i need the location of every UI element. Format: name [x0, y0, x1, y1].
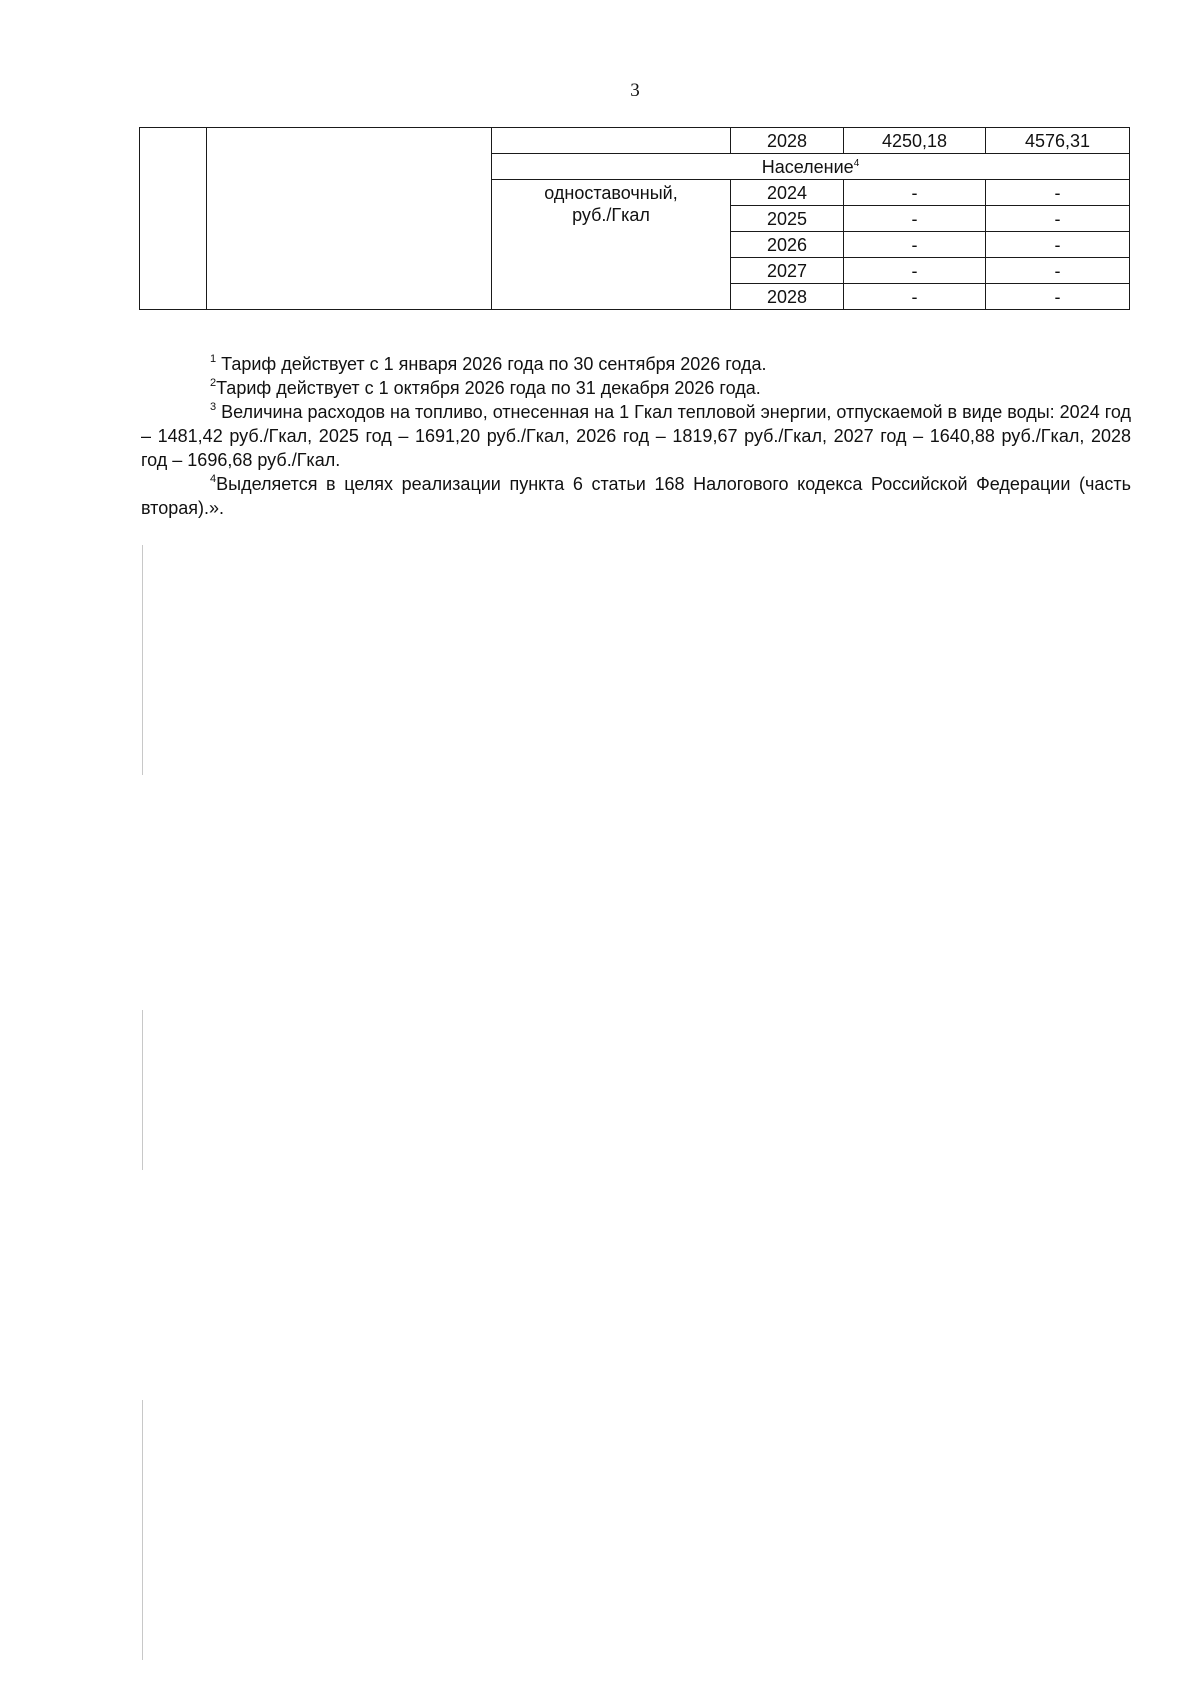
footnote-text: Величина расходов на топливо, отнесенная на 1 Гкал тепловой энергии, отпускаемой в виде воды: 2024 год – 1481,42 руб./Гкал, 2025 год – 1691,20 руб./Гкал, 2026 год – 1819,67 руб./Гкал, 2027 год – 1640,88 руб./Гкал, 2028 год – 1696,68 руб./Гкал.: [141, 402, 1132, 470]
page-number: 3: [630, 80, 640, 101]
tariff-value-cell: -: [844, 232, 986, 258]
group-header-cell: [492, 154, 1130, 180]
group-header-label: Население: [761, 156, 854, 177]
scan-margin-mark: [142, 545, 143, 775]
tariff-value-cell: -: [844, 284, 986, 310]
tariff-value-cell: -: [844, 180, 986, 206]
tariff-value-cell: -: [986, 284, 1130, 310]
tariff-value-cell: -: [844, 206, 986, 232]
rate-type-cell: [492, 180, 731, 310]
scan-margin-mark: [142, 1400, 143, 1660]
year-cell: 2025: [731, 206, 844, 232]
footnote: [141, 472, 1131, 520]
tariff-value-cell: -: [986, 258, 1130, 284]
tariff-value-cell: -: [986, 206, 1130, 232]
tariff-table: [139, 127, 1130, 310]
footnote-text: Выделяется в целях реализации пункта 6 статьи 168 Налогового кодекса Российской Федерации (часть вторая).».: [141, 474, 1131, 518]
tariff-value-cell: -: [986, 180, 1130, 206]
table-row: [140, 128, 1130, 154]
year-cell: 2028: [731, 128, 844, 154]
footnote: [141, 400, 1131, 472]
tariff-value-cell: -: [844, 258, 986, 284]
footnote-marker: 2: [210, 377, 217, 389]
scan-margin-mark: [142, 1010, 143, 1170]
footnote: [141, 376, 1131, 400]
rate-type-unit: руб./Гкал: [572, 205, 650, 225]
footnote-marker: 1: [210, 353, 217, 365]
footnotes: [141, 352, 1131, 520]
footnote-text: Тариф действует с 1 января 2026 года по 30 сентября 2026 года.: [221, 354, 767, 374]
footnote-marker: 3: [210, 401, 217, 413]
footnote-text: Тариф действует с 1 октября 2026 года по 31 декабря 2026 года.: [216, 378, 761, 398]
tariff-value-cell: 4250,18: [844, 128, 986, 154]
rate-type-line: одноставочный,: [544, 183, 678, 203]
rate-type-cell-empty: [492, 128, 731, 154]
tariff-value-cell: -: [986, 232, 1130, 258]
organization-cell: [207, 128, 492, 310]
number-cell: [140, 128, 207, 310]
year-cell: 2024: [731, 180, 844, 206]
year-cell: 2027: [731, 258, 844, 284]
year-cell: 2026: [731, 232, 844, 258]
year-cell: 2028: [731, 284, 844, 310]
footnote-marker: 4: [853, 157, 860, 169]
tariff-value-cell: 4576,31: [986, 128, 1130, 154]
footnote: [141, 352, 1131, 376]
footnote-marker: 4: [210, 473, 217, 485]
